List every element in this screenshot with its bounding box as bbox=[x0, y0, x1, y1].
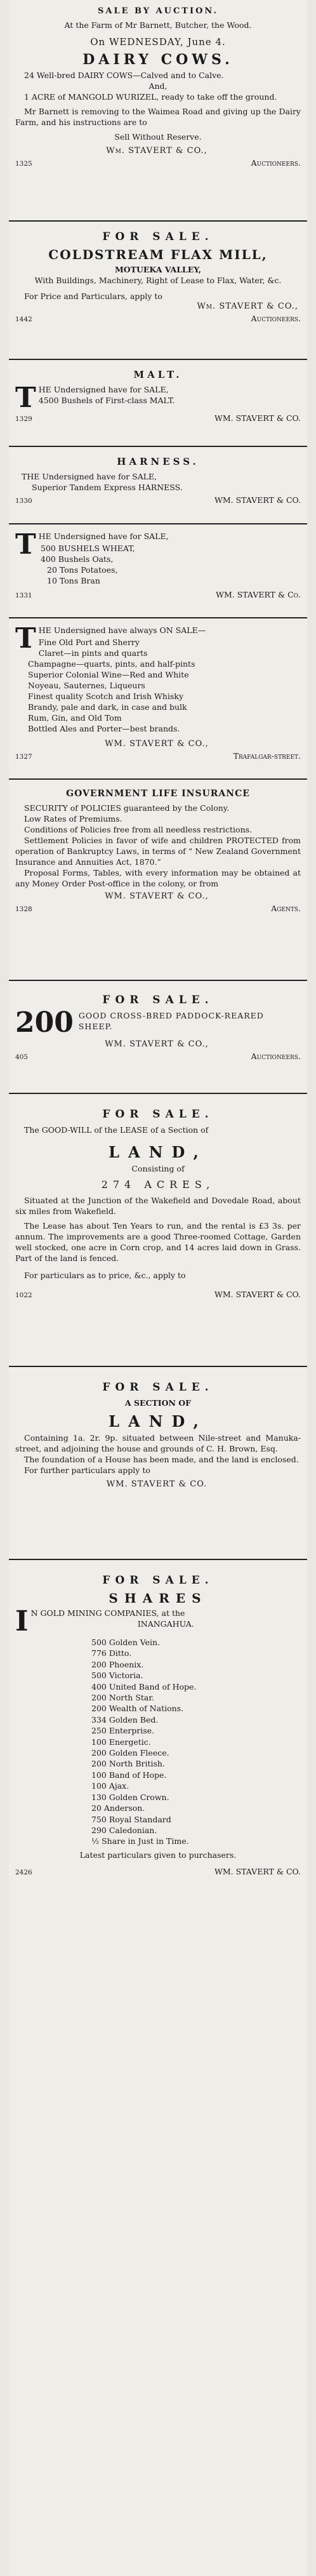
ad-number: 1328 bbox=[15, 905, 32, 913]
list-item: 250 Enterprise. bbox=[91, 1726, 155, 1736]
ad-line: THE Undersigned have for SALE, bbox=[22, 472, 157, 481]
ad-firm: WM. STAVERT & Co. bbox=[216, 590, 301, 599]
ad-drop-cap: T bbox=[15, 384, 36, 411]
ad-line: 4500 Bushels of First-class MALT. bbox=[38, 396, 175, 405]
ad-heading: FOR SALE. bbox=[102, 1108, 214, 1121]
ad-role: Auctioneers. bbox=[251, 1051, 301, 1061]
ad-wheat bbox=[9, 524, 307, 618]
ad-number: 1327 bbox=[15, 753, 32, 761]
list-item: Fine Old Port and Sherry bbox=[38, 637, 140, 647]
list-item: ½ Share in Just in Time. bbox=[91, 1836, 189, 1846]
ad-line: N GOLD MINING COMPANIES, at the bbox=[30, 1608, 185, 1618]
newspaper-page bbox=[9, 0, 307, 2576]
ad-heading: MALT. bbox=[133, 369, 183, 380]
list-item: 10 Tons Bran bbox=[47, 576, 100, 585]
ad-street: Trafalgar-street. bbox=[233, 751, 301, 761]
ad-body: Proposal Forms, Tables, with every information may be obtained at any Money Order Post-office in the colony, or from bbox=[15, 868, 301, 888]
ad-title: SHARES bbox=[109, 1591, 207, 1606]
list-item: 20 Anderson. bbox=[91, 1803, 145, 1813]
ad-sub: A SECTION OF bbox=[124, 1398, 192, 1408]
ad-firm: WM. STAVERT & CO., bbox=[105, 1039, 209, 1049]
ad-body: 1 ACRE of MANGOLD WURIZEL, ready to take off the ground. bbox=[24, 92, 277, 102]
ad-firm: WM. STAVERT & CO. bbox=[214, 413, 301, 423]
list-item: Rum, Gin, and Old Tom bbox=[28, 713, 122, 723]
ad-flax-mill bbox=[9, 222, 307, 360]
ad-body: Situated at the Junction of the Wakefield and Dovedale Road, about six miles from Wakefield. bbox=[15, 1196, 301, 1216]
list-item: Superior Colonial Wine—Red and White bbox=[28, 670, 189, 679]
list-item: 500 Golden Vein. bbox=[91, 1638, 161, 1647]
list-item: 500 BUSHELS WHEAT, bbox=[41, 544, 135, 553]
ad-number: 1442 bbox=[15, 316, 32, 323]
ad-line: Superior Tandem Express HARNESS. bbox=[32, 483, 183, 492]
ad-share-list bbox=[91, 1637, 301, 1847]
ad-footer bbox=[15, 590, 301, 599]
list-item: 100 Band of Hope. bbox=[91, 1770, 167, 1780]
ad-and: And, bbox=[148, 81, 168, 91]
ad-drop-cap: I bbox=[15, 1608, 29, 1634]
list-item: 130 Golden Crown. bbox=[91, 1792, 169, 1802]
ad-firm: WM. STAVERT & CO. bbox=[106, 1479, 207, 1489]
ad-number: 1022 bbox=[15, 1291, 32, 1299]
list-item: 500 Victoria. bbox=[91, 1671, 143, 1681]
ad-big-number: 200 bbox=[15, 1010, 74, 1036]
ad-firm: WM. STAVERT & CO., bbox=[105, 891, 209, 901]
ad-place: MOTUEKA VALLEY, bbox=[114, 265, 202, 274]
ad-footer bbox=[15, 495, 301, 505]
list-item: 200 Phoenix. bbox=[91, 1659, 144, 1669]
ad-line: HE Undersigned have always ON SALE— bbox=[38, 625, 206, 635]
ad-body: Mr Barnett is removing to the Waimea Road and giving up the Dairy Farm, and his instructions are to bbox=[15, 107, 301, 127]
ad-number: 2426 bbox=[15, 1868, 32, 1876]
ad-date: On WEDNESDAY, June 4. bbox=[90, 36, 226, 48]
ad-lease-land bbox=[9, 1094, 307, 1367]
list-item: 200 North British. bbox=[91, 1759, 165, 1769]
ad-footer bbox=[15, 1867, 301, 1876]
ad-role: Auctioneers. bbox=[251, 158, 301, 168]
ad-title: DAIRY COWS. bbox=[82, 51, 234, 68]
list-item: 750 Royal Standard bbox=[91, 1814, 171, 1824]
ad-acres: 274 ACRES, bbox=[101, 1178, 215, 1191]
ad-heading: FOR SALE. bbox=[102, 994, 214, 1006]
list-item: 400 Bushels Oats, bbox=[41, 554, 114, 564]
ad-item-list bbox=[28, 637, 301, 734]
ad-firm: Wm. STAVERT & CO., bbox=[197, 302, 298, 311]
ad-firm: WM. STAVERT & CO. bbox=[214, 1866, 301, 1876]
list-item: 100 Ajax. bbox=[91, 1781, 129, 1791]
list-item: Noyeau, Sauternes, Liqueurs bbox=[28, 681, 145, 690]
ad-number: 1329 bbox=[15, 415, 32, 423]
ad-footer bbox=[15, 904, 301, 913]
ad-footer bbox=[15, 1051, 301, 1061]
ad-line: INANGAHUA. bbox=[137, 1619, 194, 1629]
ad-harness bbox=[9, 447, 307, 524]
ad-reserve: Sell Without Reserve. bbox=[114, 132, 202, 142]
list-item: 100 Energetic. bbox=[91, 1737, 151, 1747]
ad-body: SECURITY of POLICIES guaranteed by the Colony. bbox=[24, 803, 230, 813]
list-item: Bottled Ales and Porter—best brands. bbox=[28, 724, 180, 733]
ad-firm: WM. STAVERT & CO. bbox=[214, 1290, 301, 1299]
ad-title: COLDSTREAM FLAX MILL, bbox=[48, 247, 268, 262]
ad-drop-cap: T bbox=[15, 625, 36, 655]
ad-body: For further particulars apply to bbox=[24, 1465, 150, 1475]
ad-body: Settlement Policies in favor of wife and children PROTECTED from operation of Bankruptcy Laws, in terms of “ New Zealand Government Insurance and Annuities Act, 1870.” bbox=[15, 836, 301, 867]
ad-number: 1330 bbox=[15, 497, 32, 505]
ad-body: 24 Well-bred DAIRY COWS—Calved and to Calve. bbox=[24, 70, 224, 80]
ad-firm: WM. STAVERT & CO., bbox=[105, 739, 209, 749]
ad-firm: Wm. STAVERT & CO., bbox=[106, 146, 207, 156]
ad-item-list bbox=[41, 543, 301, 586]
ad-footer bbox=[15, 751, 301, 761]
list-item: 334 Golden Bed. bbox=[91, 1714, 159, 1725]
ad-life-insurance bbox=[9, 780, 307, 981]
list-item: 776 Ditto. bbox=[91, 1648, 132, 1658]
ad-line: At the Farm of Mr Barnett, Butcher, the Wood. bbox=[64, 20, 252, 30]
list-item: Champagne—quarts, pints, and half-pints bbox=[28, 659, 195, 669]
ad-heading: GOVERNMENT LIFE INSURANCE bbox=[66, 789, 250, 799]
ad-footer bbox=[15, 314, 301, 323]
ad-role: Agents. bbox=[271, 904, 301, 913]
ad-firm: WM. STAVERT & CO. bbox=[214, 495, 301, 505]
ad-sheep bbox=[9, 981, 307, 1094]
list-item: 200 Wealth of Nations. bbox=[91, 1704, 184, 1714]
list-item: 400 United Band of Hope. bbox=[91, 1681, 197, 1692]
ad-line: HE Undersigned have for SALE, bbox=[38, 385, 169, 394]
ad-drop-cap: T bbox=[15, 531, 36, 561]
ad-body: For particulars as to price, &c., apply to bbox=[24, 1271, 186, 1280]
ad-title: LAND, bbox=[109, 1143, 207, 1161]
list-item: Claret—in pints and quarts bbox=[38, 648, 148, 658]
ad-heading: SALE BY AUCTION. bbox=[97, 6, 219, 16]
ad-line: HE Undersigned have for SALE, bbox=[38, 531, 169, 541]
ad-body: The GOOD-WILL of the LEASE of a Section of bbox=[24, 1125, 209, 1135]
list-item: 200 North Star. bbox=[91, 1693, 154, 1703]
ad-body: The foundation of a House has been made, and the land is enclosed. bbox=[24, 1455, 299, 1464]
ad-body: Conditions of Policies free from all needless restrictions. bbox=[24, 825, 253, 834]
ad-title: LAND, bbox=[109, 1412, 207, 1431]
ad-footer bbox=[15, 158, 301, 168]
ad-mining-shares bbox=[9, 1560, 307, 1947]
list-item: 20 Tons Potatoes, bbox=[47, 565, 118, 575]
ad-heading: FOR SALE. bbox=[102, 230, 214, 243]
ad-line: Latest particulars given to purchasers. bbox=[79, 1850, 237, 1860]
ad-role: Auctioneers. bbox=[251, 314, 301, 323]
ad-number: 1325 bbox=[15, 160, 32, 168]
ad-auction-dairy-cows bbox=[9, 0, 307, 222]
ad-footer bbox=[15, 413, 301, 423]
ad-footer bbox=[15, 1290, 301, 1299]
list-item: 200 Golden Fleece. bbox=[91, 1748, 169, 1758]
ad-body: With Buildings, Machinery, Right of Lease to Flax, Water, &c. bbox=[34, 276, 282, 285]
ad-line: GOOD CROSS-BRED PADDOCK-REARED SHEEP. bbox=[78, 1011, 264, 1031]
ad-body: The Lease has about Ten Years to run, and the rental is £3 3s. per annum. The improvements are a good Three-roomed Cottage, Garden well stocked, one acre in Corn crop, and 14 acres laid down in Grass. Part of the land is fenced. bbox=[15, 1221, 301, 1263]
ad-section-land bbox=[9, 1367, 307, 1560]
ad-body: Containing 1a. 2r. 9p. situated between Nile-street and Manuka-street, and adjoining the house and grounds of C. H. Brown, Esq. bbox=[15, 1433, 301, 1453]
ad-heading: FOR SALE. bbox=[102, 1574, 214, 1587]
ad-consisting: Consisting of bbox=[131, 1164, 185, 1173]
ad-malt bbox=[9, 360, 307, 447]
ad-apply: For Price and Particulars, apply to bbox=[24, 291, 162, 301]
ad-body: Low Rates of Premiums. bbox=[24, 814, 122, 824]
ad-heading: HARNESS. bbox=[117, 456, 199, 467]
ad-number: 1331 bbox=[15, 592, 32, 599]
list-item: Brandy, pale and dark, in case and bulk bbox=[28, 702, 187, 712]
list-item: Finest quality Scotch and Irish Whisky bbox=[28, 691, 184, 701]
ad-wines-spirits bbox=[9, 618, 307, 780]
ad-number: 405 bbox=[15, 1053, 29, 1061]
ad-heading: FOR SALE. bbox=[102, 1381, 214, 1394]
list-item: 290 Caledonian. bbox=[91, 1825, 157, 1835]
